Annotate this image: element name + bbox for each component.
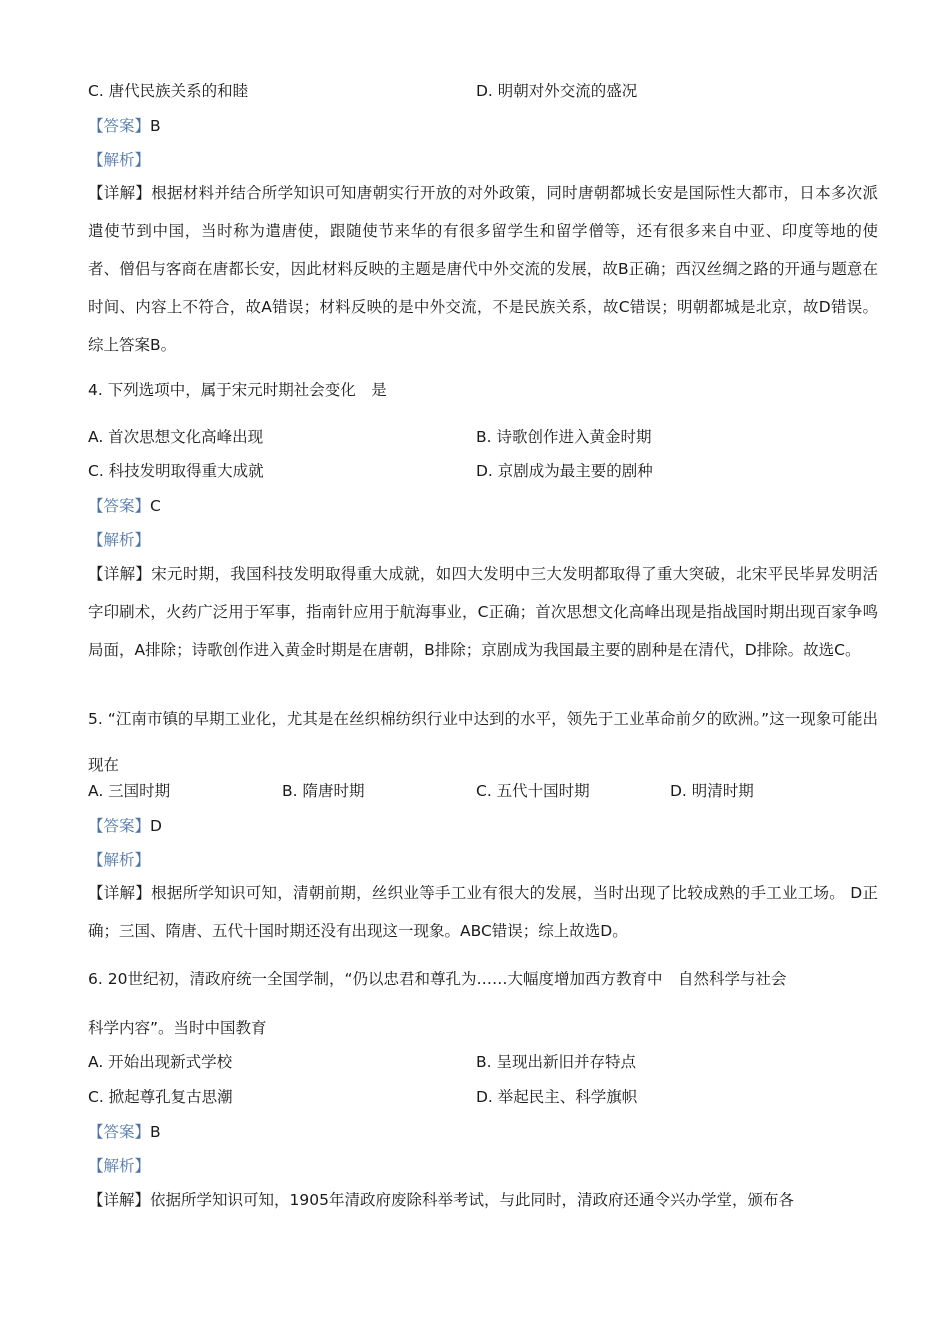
q4-option-d: D. 京剧成为最主要的剧种 — [476, 462, 653, 480]
q3-analysis — [88, 147, 878, 173]
answer-value: B — [150, 1123, 161, 1141]
q4-options-row-cd — [88, 458, 878, 484]
q3-option-d: D. 明朝对外交流的盛况 — [476, 82, 638, 100]
q5-question — [88, 696, 878, 788]
q3-options-row-cd — [88, 78, 878, 104]
detail-tag: 【详解】 — [88, 184, 152, 202]
q6-question-line2 — [88, 1015, 878, 1041]
q4-answer — [88, 493, 878, 519]
answer-value: D — [150, 817, 162, 835]
answer-value: B — [150, 117, 161, 135]
question-text: 4. 下列选项中，属于宋元时期社会变化 是 — [88, 381, 387, 399]
q6-question-line1 — [88, 966, 878, 992]
q5-option-c: C. 五代十国时期 — [476, 782, 590, 800]
analysis-tag: 【解析】 — [88, 851, 151, 869]
q6-analysis — [88, 1153, 878, 1179]
detail-tag: 【详解】 — [88, 1191, 151, 1209]
answer-tag: 【答案】 — [88, 117, 151, 135]
q6-detail — [88, 1187, 878, 1213]
detail-text: 根据所学知识可知，清朝前期，丝织业等手工业有很大的发展，当时出现了比较成熟的手工业工场。 D正确；三国、隋唐、五代十国时期还没有出现这一现象。ABC错误；综上故选D。 — [88, 884, 878, 940]
analysis-tag: 【解析】 — [88, 531, 151, 549]
q6-option-a: A. 开始出现新式学校 — [88, 1053, 233, 1071]
q6-options-row-ab — [88, 1049, 878, 1075]
q6-option-c: C. 掀起尊孔复古思潮 — [88, 1088, 233, 1106]
q4-detail — [88, 555, 878, 669]
question-text: 5. “江南市镇的早期工业化，尤其是在丝织棉纺织行业中达到的水平，领先于工业革命前夕的欧洲。”这一现象可能出现在 — [88, 710, 878, 774]
q3-option-c: C. 唐代民族关系的和睦 — [88, 82, 249, 100]
answer-tag: 【答案】 — [88, 497, 151, 515]
q4-option-c: C. 科技发明取得重大成就 — [88, 462, 264, 480]
analysis-tag: 【解析】 — [88, 151, 151, 169]
q6-answer — [88, 1119, 878, 1145]
q5-option-d: D. 明清时期 — [670, 782, 754, 800]
question-text: 6. 20世纪初，清政府统一全国学制，“仍以忠君和尊孔为……大幅度增加西方教育中 自然科学与社会 — [88, 970, 787, 988]
detail-text: 宋元时期，我国科技发明取得重大成就，如四大发明中三大发明都取得了重大突破，北宋平民毕昇发明活字印刷术，火药广泛用于军事，指南针应用于航海事业，C正确；首次思想文化高峰出现是指战国时期出现百家争鸣局面，A排除；诗歌创作进入黄金时期是在唐朝，B排除；京剧成为我国最主要的剧种是在清代，D排除。故选C。 — [88, 565, 878, 659]
q5-option-a: A. 三国时期 — [88, 782, 171, 800]
detail-tag: 【详解】 — [88, 565, 152, 583]
q5-answer — [88, 813, 878, 839]
q6-options-row-cd — [88, 1084, 878, 1110]
answer-tag: 【答案】 — [88, 817, 151, 835]
analysis-tag: 【解析】 — [88, 1157, 151, 1175]
q3-detail — [88, 174, 878, 364]
q4-question — [88, 377, 878, 403]
answer-value: C — [150, 497, 161, 515]
document-page — [88, 0, 878, 1344]
question-text: 科学内容”。当时中国教育 — [88, 1019, 267, 1037]
q5-option-b: B. 隋唐时期 — [282, 782, 365, 800]
q4-analysis — [88, 527, 878, 553]
q5-options-row — [88, 778, 878, 804]
q4-options-row-ab — [88, 424, 878, 450]
detail-tag: 【详解】 — [88, 884, 152, 902]
q6-option-b: B. 呈现出新旧并存特点 — [476, 1053, 636, 1071]
detail-text: 依据所学知识可知，1905年清政府废除科举考试，与此同时，清政府还通令兴办学堂，颁布各 — [150, 1191, 794, 1209]
q3-answer — [88, 113, 878, 139]
answer-tag: 【答案】 — [88, 1123, 151, 1141]
q5-detail — [88, 874, 878, 950]
q6-option-d: D. 举起民主、科学旗帜 — [476, 1088, 638, 1106]
q5-analysis — [88, 847, 878, 873]
detail-text: 根据材料并结合所学知识可知唐朝实行开放的对外政策，同时唐朝都城长安是国际性大都市，日本多次派遣使节到中国，当时称为遣唐使，跟随使节来华的有很多留学生和留学僧等，还有很多来自中亚、印度等地的使者、僧侣与客商在唐都长安，因此材料反映的主题是唐代中外交流的发展，故B正确；西汉丝绸之路的开通与题意在时间、内容上不符合，故A错误；材料反映的是中外交流，不是民族关系，故C错误；明朝都城是北京，故D错误。综上答案B。 — [88, 184, 878, 354]
q4-option-a: A. 首次思想文化高峰出现 — [88, 428, 264, 446]
q4-option-b: B. 诗歌创作进入黄金时期 — [476, 428, 652, 446]
